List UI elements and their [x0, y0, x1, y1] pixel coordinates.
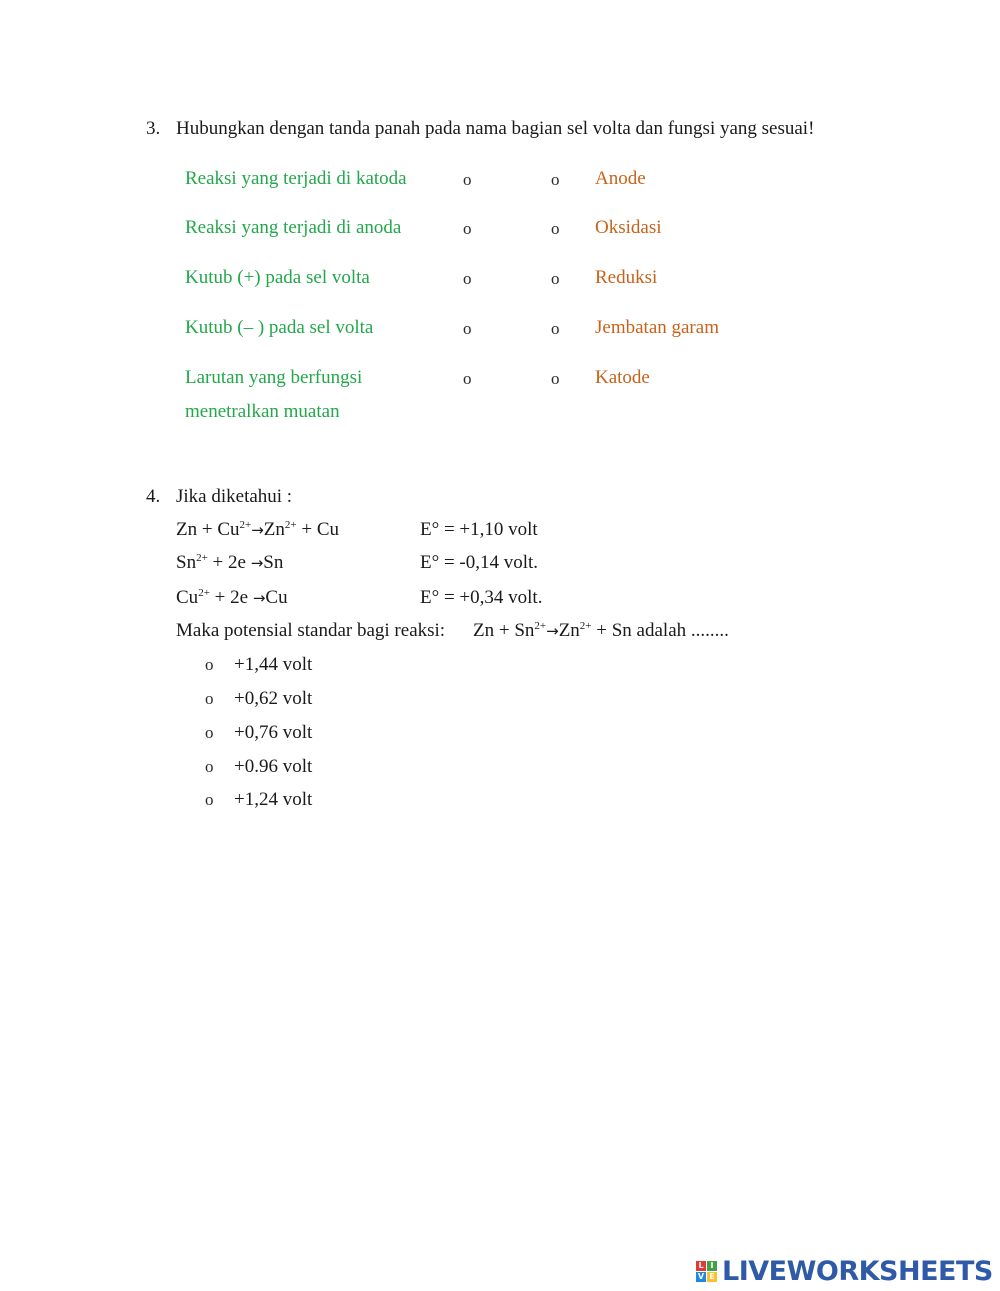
arrow-icon: →: [250, 554, 264, 572]
reaction-1: $Zn + Cu^{2+}\to Zn^{2+} + Cu$: [176, 519, 340, 540]
answer-option-3[interactable]: [205, 722, 214, 744]
reaction-3-potential: E° = +0,34 volt.: [420, 587, 543, 608]
right-connector-5[interactable]: o: [551, 369, 560, 388]
answer-option-1[interactable]: [205, 654, 214, 676]
answer-option-5[interactable]: [205, 789, 214, 811]
answer-option-5-label: +1,24 volt: [234, 789, 313, 810]
arrow-icon: →: [251, 521, 264, 539]
left-item-5-line-2: menetralkan muatan: [185, 401, 340, 422]
left-connector-4[interactable]: o: [463, 319, 472, 338]
right-connector-1[interactable]: o: [551, 170, 560, 189]
left-connector-2[interactable]: o: [463, 219, 472, 238]
right-connector-3[interactable]: o: [551, 269, 560, 288]
question-3-prompt: Hubungkan dengan tanda panah pada nama bagian sel volta dan fungsi yang sesuai!: [176, 118, 815, 139]
left-item-2: Reaksi yang terjadi di anoda: [185, 217, 402, 238]
logo-text: LIVEWORKSHEETS: [722, 1255, 993, 1287]
right-item-anode: Anode: [595, 168, 646, 189]
question-4-intro: Jika diketahui :: [176, 486, 293, 507]
left-connector-3[interactable]: o: [463, 269, 472, 288]
radio-icon[interactable]: o: [205, 757, 214, 776]
reaction-2-potential: E° = -0,14 volt.: [420, 552, 539, 573]
left-item-1: Reaksi yang terjadi di katoda: [185, 168, 407, 189]
reaction-2: $Sn^{2+} + 2e \to Sn$: [176, 552, 284, 573]
left-item-3: Kutub (+) pada sel volta: [185, 267, 370, 288]
answer-option-1-label: +1,44 volt: [234, 654, 313, 675]
reaction-3: $Cu^{2+} + 2e \to Cu$: [176, 587, 288, 608]
question-4-number: 4.: [146, 486, 161, 507]
radio-icon[interactable]: o: [205, 655, 214, 674]
radio-icon[interactable]: o: [205, 723, 214, 742]
right-item-reduksi: Reduksi: [595, 267, 658, 288]
left-connector-1[interactable]: o: [463, 170, 472, 189]
right-item-oksidasi: Oksidasi: [595, 217, 662, 238]
question-4-prefix: Maka potensial standar bagi reaksi:: [176, 620, 446, 641]
answer-option-4-label: +0.96 volt: [234, 756, 313, 777]
reaction-1-potential: E° = +1,10 volt: [420, 519, 538, 540]
arrow-icon: →: [546, 622, 559, 640]
liveworksheets-logo: [696, 1255, 993, 1287]
left-item-4: Kutub (– ) pada sel volta: [185, 317, 374, 338]
radio-icon[interactable]: o: [205, 790, 214, 809]
answer-option-4[interactable]: [205, 756, 214, 778]
logo-mark-icon: L I V E: [696, 1261, 717, 1282]
right-item-katode: Katode: [595, 367, 650, 388]
radio-icon[interactable]: o: [205, 689, 214, 708]
answer-option-2-label: +0,62 volt: [234, 688, 313, 709]
answer-option-3-label: +0,76 volt: [234, 722, 313, 743]
right-item-jembatan-garam: Jembatan garam: [595, 317, 719, 338]
right-connector-2[interactable]: o: [551, 219, 560, 238]
left-connector-5[interactable]: o: [463, 369, 472, 388]
left-item-5-line-1: Larutan yang berfungsi: [185, 367, 363, 388]
answer-option-2[interactable]: [205, 688, 214, 710]
question-4-reaction: $Zn + Sn^{2+}\to Zn^{2+} + Sn$ adalah ........: [473, 620, 729, 641]
right-connector-4[interactable]: o: [551, 319, 560, 338]
arrow-icon: →: [252, 589, 266, 607]
question-3-number: 3.: [146, 118, 161, 139]
